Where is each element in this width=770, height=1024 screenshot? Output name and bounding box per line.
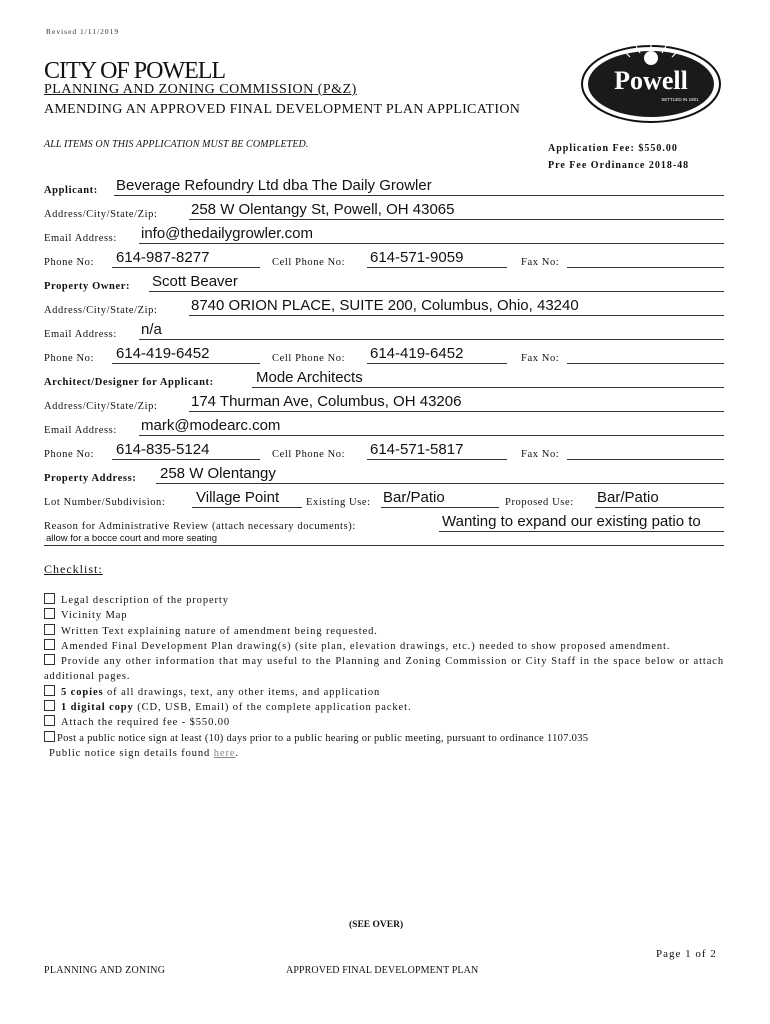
architect-email: mark@modearc.com bbox=[141, 417, 281, 434]
applicant-phone-row bbox=[44, 250, 724, 270]
checklist-item: Provide any other information that may useful to the Planning and Zoning Commission or City Staff in the space below or attach additional pages. bbox=[44, 656, 724, 683]
owner-row bbox=[44, 274, 724, 294]
checkbox[interactable] bbox=[44, 639, 55, 650]
page-number: Page 1 of 2 bbox=[656, 948, 717, 960]
phone-label: Phone No: bbox=[44, 449, 95, 460]
proposed-use-label: Proposed Use: bbox=[505, 497, 574, 508]
checklist-item: Vicinity Map bbox=[44, 608, 724, 623]
cell-label: Cell Phone No: bbox=[272, 353, 346, 364]
sign-details: Public notice sign details found here. bbox=[49, 747, 239, 759]
address-label: Address/City/State/Zip: bbox=[44, 401, 158, 412]
applicant-phone: 614-987-8277 bbox=[116, 249, 210, 266]
fee-block bbox=[548, 140, 689, 174]
architect-phone: 614-835-5124 bbox=[116, 441, 210, 458]
applicant-name: Beverage Refoundry Ltd dba The Daily Growler bbox=[116, 177, 432, 194]
checklist-item: Post a public notice sign at least (10) days prior to a public hearing or public meeting, pursuant to ordinance 1107.035 bbox=[44, 731, 724, 746]
form-title: AMENDING AN APPROVED FINAL DEVELOPMENT PLAN APPLICATION bbox=[44, 102, 521, 117]
checkbox[interactable] bbox=[44, 608, 55, 619]
application-fee: Application Fee: $550.00 bbox=[548, 143, 678, 154]
checklist-item: Amended Final Development Plan drawing(s) (site plan, elevation drawings, etc.) needed to show proposed amendment. bbox=[44, 639, 724, 654]
cell-label: Cell Phone No: bbox=[272, 449, 346, 460]
existing-use-label: Existing Use: bbox=[306, 497, 371, 508]
email-label: Email Address: bbox=[44, 329, 117, 340]
checklist-item: Written Text explaining nature of amendment being requested. bbox=[44, 624, 724, 639]
owner-email: n/a bbox=[141, 321, 162, 338]
checkbox[interactable] bbox=[44, 685, 55, 696]
owner-email-field[interactable] bbox=[139, 325, 724, 340]
checklist bbox=[44, 593, 724, 761]
architect-address-row bbox=[44, 394, 724, 414]
email-label: Email Address: bbox=[44, 233, 117, 244]
fax-label: Fax No: bbox=[521, 353, 560, 364]
commission-title: PLANNING AND ZONING COMMISSION (P&Z) bbox=[44, 82, 357, 97]
address-label: Address/City/State/Zip: bbox=[44, 209, 158, 220]
applicant-email-row bbox=[44, 226, 724, 246]
checklist-item: Attach the required fee - $550.00 bbox=[44, 715, 724, 730]
cell-label: Cell Phone No: bbox=[272, 257, 346, 268]
checklist-title: Checklist: bbox=[44, 562, 103, 576]
reason-line-2: allow for a bocce court and more seating bbox=[46, 533, 218, 544]
architect-label: Architect/Designer for Applicant: bbox=[44, 377, 214, 388]
reason-row bbox=[44, 514, 724, 534]
architect-cell: 614-571-5817 bbox=[370, 441, 464, 458]
applicant-label: Applicant: bbox=[44, 185, 98, 196]
architect-phone-row bbox=[44, 442, 724, 462]
phone-label: Phone No: bbox=[44, 353, 95, 364]
powell-logo bbox=[580, 38, 722, 124]
checkbox[interactable] bbox=[44, 624, 55, 635]
fee-ordinance: Pre Fee Ordinance 2018-48 bbox=[548, 160, 690, 171]
fax-label: Fax No: bbox=[521, 257, 560, 268]
proposed-use: Bar/Patio bbox=[597, 489, 659, 506]
lot-row bbox=[44, 490, 724, 510]
footer-right: APPROVED FINAL DEVELOPMENT PLAN bbox=[286, 965, 479, 976]
owner-fax-field[interactable] bbox=[567, 349, 724, 364]
owner-phone-row bbox=[44, 346, 724, 366]
email-label: Email Address: bbox=[44, 425, 117, 436]
lot-label: Lot Number/Subdivision: bbox=[44, 497, 166, 508]
architect-fax-field[interactable] bbox=[567, 445, 724, 460]
architect-email-row bbox=[44, 418, 724, 438]
architect-name: Mode Architects bbox=[256, 369, 363, 386]
owner-address-row bbox=[44, 298, 724, 318]
see-over: (SEE OVER) bbox=[349, 920, 404, 930]
checklist-item: 5 copies of all drawings, text, any other items, and application bbox=[44, 685, 724, 700]
checklist-item: 1 digital copy (CD, USB, Email) of the complete application packet. bbox=[44, 700, 724, 715]
property-address-row bbox=[44, 466, 724, 486]
applicant-address-row bbox=[44, 202, 724, 222]
checkbox[interactable] bbox=[44, 593, 55, 604]
owner-name: Scott Beaver bbox=[152, 273, 238, 290]
owner-address: 8740 ORION PLACE, SUITE 200, Columbus, Ohio, 43240 bbox=[191, 297, 579, 314]
lot-subdivision: Village Point bbox=[196, 489, 280, 506]
applicant-fax-field[interactable] bbox=[567, 253, 724, 268]
architect-address: 174 Thurman Ave, Columbus, OH 43206 bbox=[191, 393, 462, 410]
checkbox[interactable] bbox=[44, 700, 55, 711]
phone-label: Phone No: bbox=[44, 257, 95, 268]
logo-word: Powell bbox=[614, 66, 688, 95]
checkbox[interactable] bbox=[44, 731, 55, 742]
existing-use: Bar/Patio bbox=[383, 489, 445, 506]
owner-email-row bbox=[44, 322, 724, 342]
owner-phone: 614-419-6452 bbox=[116, 345, 210, 362]
property-address-label: Property Address: bbox=[44, 473, 137, 484]
property-address: 258 W Olentangy bbox=[160, 465, 276, 482]
checkbox[interactable] bbox=[44, 715, 55, 726]
reason-line-1: Wanting to expand our existing patio to bbox=[442, 513, 701, 530]
fax-label: Fax No: bbox=[521, 449, 560, 460]
checklist-item: Legal description of the property bbox=[44, 593, 724, 608]
complete-notice: ALL ITEMS ON THIS APPLICATION MUST BE COMPLETED. bbox=[44, 139, 309, 150]
logo-tagline: SETTLED IN 1801 bbox=[661, 97, 699, 102]
owner-cell: 614-419-6452 bbox=[370, 345, 464, 362]
city-title: CITY OF POWELL bbox=[44, 58, 226, 84]
applicant-cell: 614-571-9059 bbox=[370, 249, 464, 266]
address-label: Address/City/State/Zip: bbox=[44, 305, 158, 316]
applicant-address: 258 W Olentangy St, Powell, OH 43065 bbox=[191, 201, 455, 218]
footer-left: PLANNING AND ZONING bbox=[44, 965, 166, 976]
reason-label: Reason for Administrative Review (attach necessary documents): bbox=[44, 521, 356, 532]
checkbox[interactable] bbox=[44, 654, 55, 665]
revised-date: Revised 1/11/2019 bbox=[46, 27, 120, 36]
applicant-email: info@thedailygrowler.com bbox=[141, 225, 313, 242]
here-link[interactable]: here bbox=[213, 747, 236, 759]
applicant-row bbox=[44, 178, 724, 198]
architect-row bbox=[44, 370, 724, 390]
reason-line-2-underline bbox=[44, 545, 724, 546]
owner-label: Property Owner: bbox=[44, 281, 131, 292]
